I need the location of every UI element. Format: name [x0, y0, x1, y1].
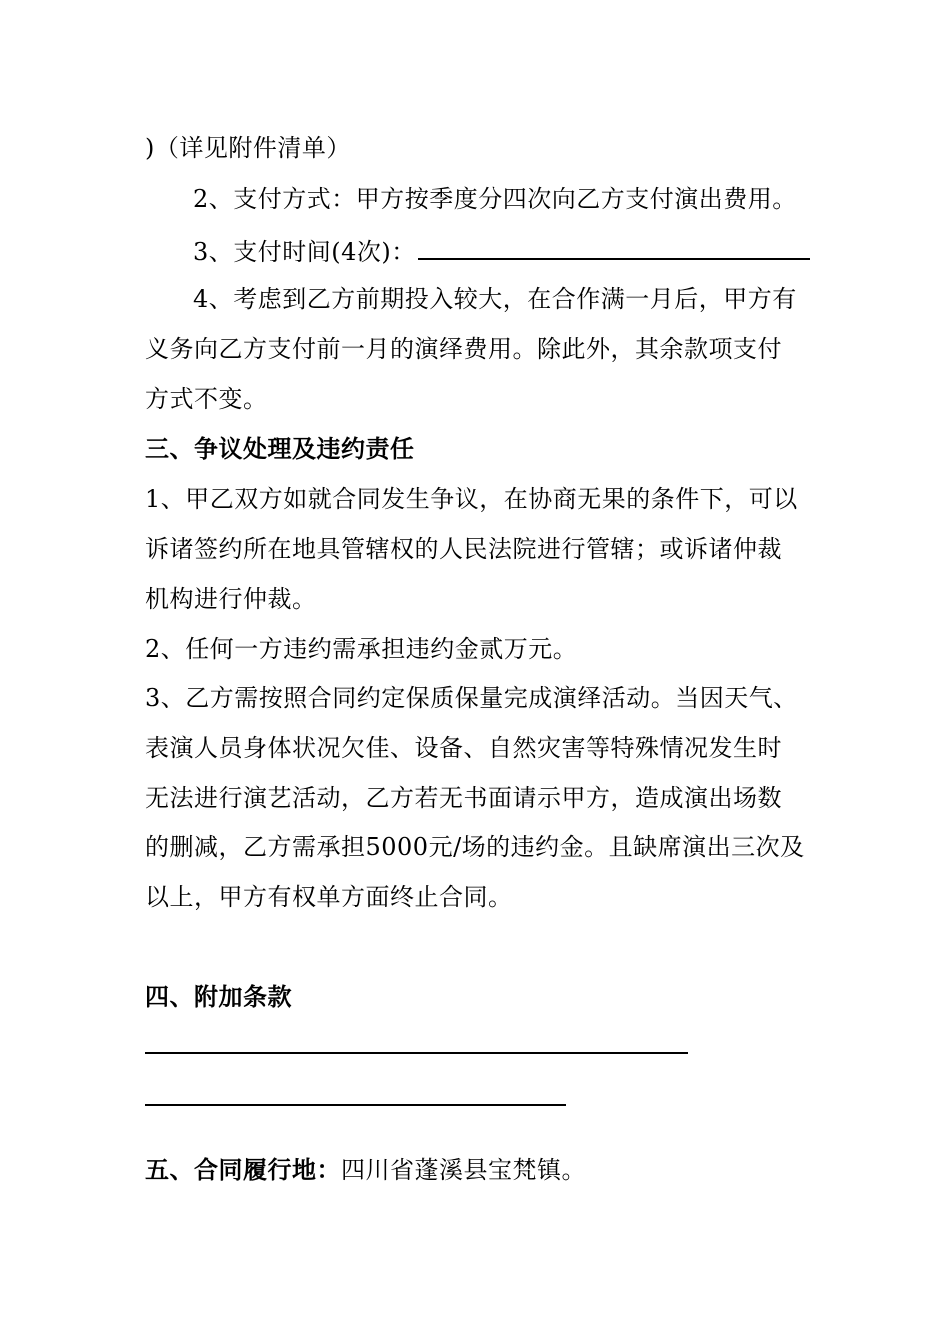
paragraph-line: 诉诸签约所在地具管辖权的人民法院进行管辖；或诉诸仲裁	[145, 535, 782, 563]
paragraph-line: 2、支付方式：甲方按季度分四次向乙方支付演出费用。	[193, 185, 797, 213]
location-value: 四川省蓬溪县宝梵镇。	[341, 1156, 586, 1184]
paragraph-line: 方式不变。	[145, 385, 268, 413]
paragraph-line: 机构进行仲裁。	[145, 585, 317, 613]
payment-time-blank	[418, 234, 810, 260]
performance-location-line	[145, 1155, 586, 1185]
paragraph-line: 1、甲乙双方如就合同发生争议，在协商无果的条件下，可以	[145, 485, 798, 513]
paragraph-line: 表演人员身体状况欠佳、设备、自然灾害等特殊情况发生时	[145, 734, 782, 762]
paragraph-line: )（详见附件清单）	[145, 134, 351, 162]
paragraph-line: 无法进行演艺活动，乙方若无书面请示甲方，造成演出场数	[145, 784, 782, 812]
section-heading: 三、争议处理及违约责任	[145, 434, 415, 463]
paragraph-line: 以上，甲方有权单方面终止合同。	[145, 883, 513, 911]
section-heading: 五、合同履行地：	[145, 1155, 341, 1184]
paragraph-line: 的删减，乙方需承担5000元/场的违约金。且缺席演出三次及	[145, 833, 805, 861]
paragraph-line: 2、任何一方违约需承担违约金贰万元。	[145, 635, 578, 663]
paragraph-line: 义务向乙方支付前一月的演绎费用。除此外，其余款项支付	[145, 335, 782, 363]
payment-time-label: 3、支付时间(4次)：	[193, 238, 416, 266]
section-heading: 四、附加条款	[145, 982, 292, 1011]
blank-line	[145, 1052, 688, 1054]
payment-time-line	[193, 234, 810, 267]
paragraph-line: 4、考虑到乙方前期投入较大，在合作满一月后，甲方有	[193, 285, 797, 313]
blank-line	[145, 1104, 566, 1106]
paragraph-line: 3、乙方需按照合同约定保质保量完成演绎活动。当因天气、	[145, 684, 798, 712]
